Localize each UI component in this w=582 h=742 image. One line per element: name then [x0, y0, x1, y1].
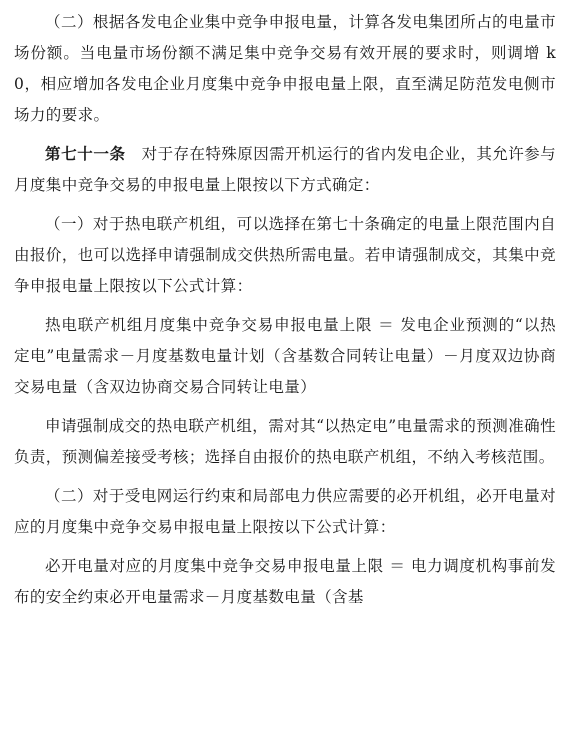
article-number: 第七十一条: [45, 145, 126, 163]
article-71-text: 对于存在特殊原因需开机运行的省内发电企业，其允许参与月度集中竞争交易的申报电量上限按以下方式确定：: [14, 145, 556, 194]
paragraph-must-run-formula: 必开电量对应的月度集中竞争交易申报电量上限 ＝ 电力调度机构事前发布的安全约束必开电量需求－月度基数电量（含基: [14, 557, 556, 606]
paragraph-must-run-units: （二）对于受电网运行约束和局部电力供应需要的必开机组，必开电量对应的月度集中竞争交易申报电量上限按以下公式计算：: [14, 487, 556, 536]
paragraph-article-71: [14, 139, 556, 201]
paragraph-chp-units: （一）对于热电联产机组，可以选择在第七十条确定的电量上限范围内自由报价，也可以选择申请强制成交供热所需电量。若申请强制成交，其集中竞争申报电量上限按以下公式计算：: [14, 215, 556, 295]
paragraph-chp-formula: 热电联产机组月度集中竞争交易申报电量上限 ＝ 发电企业预测的“以热定电”电量需求－月度基数电量计划（含基数合同转让电量）－月度双边协商交易电量（含双边协商交易合同转让电量）: [14, 316, 556, 396]
paragraph-market-share: （二）根据各发电企业集中竞争申报电量，计算各发电集团所占的电量市场份额。当电量市场份额不满足集中竞争交易有效开展的要求时，则调增 k0，相应增加各发电企业月度集中竞争申报电量上限，直至满足防范发电侧市场力的要求。: [14, 13, 556, 124]
paragraph-chp-assessment: 申请强制成交的热电联产机组，需对其“以热定电”电量需求的预测准确性负责，预测偏差接受考核；选择自由报价的热电联产机组，不纳入考核范围。: [14, 417, 556, 466]
